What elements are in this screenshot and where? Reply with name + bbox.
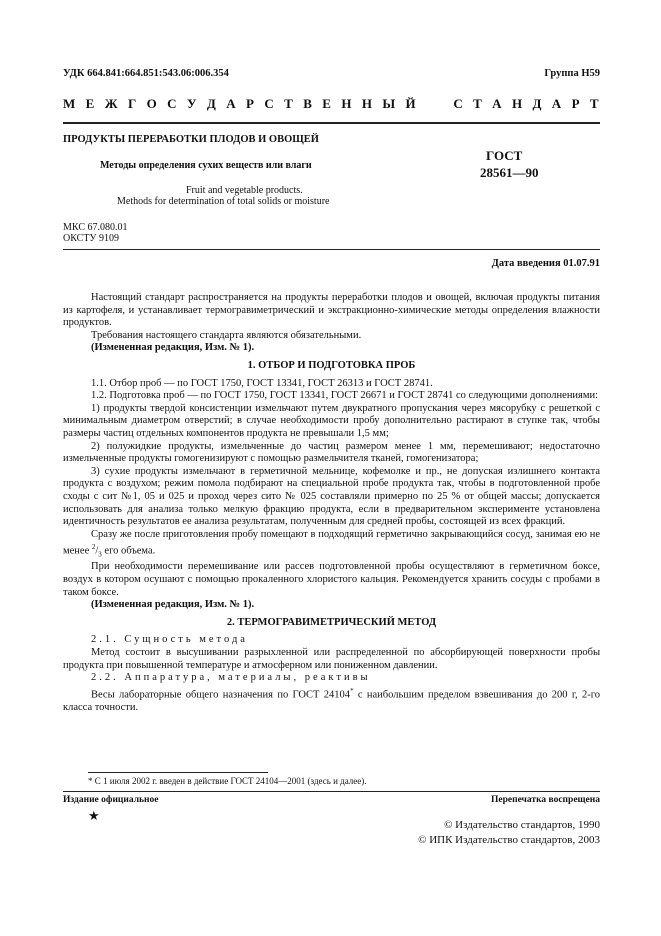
footnote-marker: *	[350, 686, 354, 695]
banner-letter: О	[146, 96, 157, 111]
mandatory-paragraph: Требования настоящего стандарта являются обязательными.	[91, 329, 362, 341]
section-2-heading: 2. ТЕРМОГРАВИМЕТРИЧЕСКИЙ МЕТОД	[226, 616, 437, 628]
list-item-2: 2) полужидкие продукты, измельченные до частиц размером менее 1 мм, перемешивают; недостаточно измельченные продукты гомогенизируют с помощью размельчителя тканей, гомогенизатора;	[63, 440, 600, 465]
interstate-standard-banner	[63, 96, 599, 112]
clause-2-2-text	[63, 685, 600, 715]
clause-1-2: 1.2. Подготовка проб — по ГОСТ 1750, ГОСТ 13341, ГОСТ 26671 и ГОСТ 28741 со следующими дополнениями:	[91, 390, 599, 402]
banner-letter: А	[551, 96, 562, 111]
storage-text-a: Сразу же после приготовления пробу помещают в подходящий герметично закрывающийся сосуд, занимая ею не менее	[63, 528, 600, 557]
footnote-divider	[88, 772, 268, 773]
okstu-code: ОКСТУ 9109	[63, 233, 120, 244]
udk-code: УДК 664.841:664.851:543.06:006.354	[63, 68, 229, 79]
mks-code: МКС 67.080.01	[63, 222, 128, 233]
list-item-1: 1) продукты твердой консистенции измельчают путем двукратного пропускания через мясорубку с решеткой с минимальным диаметром отверстий; в случае необходимости пробу дополнительно растирают в ступке так, чтобы размеры частиц отдельных компонентов продукта не превышали 1,5 мм;	[63, 402, 600, 439]
storage-paragraph: Сразу же после приготовления пробу помещают в подходящий герметично закрывающийся сосуд, занимая ею не менее $^2/_3$ его объема.	[63, 528, 600, 559]
banner-letter: Н	[511, 96, 523, 111]
official-edition-label: Издание официальное	[63, 795, 159, 805]
banner-letter: С	[264, 96, 274, 111]
banner-letter	[426, 96, 429, 112]
group-code: Группа Н59	[544, 68, 600, 79]
banner-letter: А	[226, 96, 236, 111]
clause-2-1-heading: 2.1. Сущность метода	[91, 634, 248, 646]
top-divider	[63, 122, 600, 124]
banner-letter: М	[63, 96, 76, 111]
revision-note-2: (Измененная редакция, Изм. № 1).	[91, 599, 255, 611]
banner-letter: Ж	[104, 96, 118, 111]
banner-letter: С	[167, 96, 177, 111]
gost-label: ГОСТ	[486, 148, 523, 163]
banner-letter: Д	[532, 96, 542, 111]
copyright-2003: © ИПК Издательство стандартов, 2003	[418, 834, 600, 846]
fraction-denominator: 3	[98, 550, 102, 559]
banner-letter: Н	[361, 96, 372, 111]
scales-text-a: Весы лабораторные общего назначения по ГОСТ 24104	[91, 689, 351, 701]
banner-letter: Ы	[382, 96, 396, 111]
banner-letter: В	[303, 96, 312, 111]
revision-note: (Измененная редакция, Изм. № 1).	[91, 342, 255, 354]
banner-letter: У	[186, 96, 197, 111]
document-subtitle: Методы определения сухих веществ или влаги	[100, 160, 312, 171]
box-paragraph: При необходимости перемешивание или рассев подготовленной пробы осуществляют в герметичном боксе, воздух в котором осушают с помощью прокаленного хлористого кальция. Рекомендуется хранить сосуды с пробами в таком боксе.	[63, 561, 600, 598]
fraction-numerator: 2	[91, 543, 96, 552]
banner-letter: Н	[341, 96, 352, 111]
list-item-3: 3) сухие продукты измельчают в герметичной мельнице, кофемолке и пр., не допуская излишнего контакта продукта с воздухом; режим помола подбирают на специальной пробе продукта так, чтобы в подготовленной пробе сходы с сит №1, 05 и 025 и проход через сито № 025 составляли примерно по 25 % от общей массы; допускается использовать для анализа только мелкую фракцию продукта, если в предварительном эксперименте установлена идентичность результатов ее анализа результатам, полученным для средней пробы, состоящей из всех фракций.	[63, 465, 600, 528]
introduction-date: Дата введения 01.07.91	[491, 258, 600, 269]
english-title: Fruit and vegetable products.	[186, 185, 303, 196]
banner-letter: Г	[127, 96, 137, 111]
banner-letter	[440, 96, 443, 112]
scales-text-b: с наибольшим пределом взвешивания до 200 г, 2-го класса точности.	[63, 689, 601, 713]
footer-divider	[63, 791, 600, 792]
banner-letter: Е	[85, 96, 95, 111]
document-title: ПРОДУКТЫ ПЕРЕРАБОТКИ ПЛОДОВ И ОВОЩЕЙ	[63, 134, 319, 145]
banner-letter: Р	[246, 96, 254, 111]
clause-2-2-heading: 2.2. Аппаратура, материалы, реактивы	[91, 672, 371, 684]
footnote: * С 1 июля 2002 г. введен в действие ГОСТ 24104—2001 (здесь и далее).	[88, 776, 367, 786]
banner-letter: Р	[571, 96, 580, 111]
clause-2-1-text: Метод состоит в высушивании разрыхленной или распределенной по абсорбирующей поверхности пробы продукта при повышенной температуре и атмосферном или пониженном давлении.	[63, 647, 600, 671]
gost-number: 28561—90	[480, 165, 539, 180]
title-divider	[63, 249, 600, 250]
english-subtitle: Methods for determination of total solids or moisture	[117, 196, 330, 207]
copyright-1990: © Издательство стандартов, 1990	[444, 819, 600, 831]
storage-text-b: его объема.	[104, 545, 156, 557]
banner-letter: А	[492, 96, 502, 111]
clause-1-1: 1.1. Отбор проб — по ГОСТ 1750, ГОСТ 13341, ГОСТ 26313 и ГОСТ 28741.	[91, 377, 433, 389]
banner-letter: Т	[284, 96, 293, 111]
scope-paragraph: Настоящий стандарт распространяется на продукты переработки плодов и овощей, включая продукты питания из картофеля, и устанавливает термогравиметрический и экстракционно-химические методы определения влажности продуктов.	[63, 292, 600, 329]
banner-letter: Т	[589, 96, 599, 111]
star-icon: ★	[88, 808, 100, 823]
document-body	[63, 292, 600, 715]
banner-letter: С	[453, 96, 463, 111]
section-1-heading: 1. ОТБОР И ПОДГОТОВКА ПРОБ	[247, 359, 416, 371]
banner-letter: Й	[405, 96, 416, 111]
banner-letter: Д	[206, 96, 216, 111]
reprint-prohibited-label: Перепечатка воспрещена	[490, 795, 600, 805]
banner-letter: Т	[473, 96, 482, 111]
banner-letter: Е	[322, 96, 331, 111]
